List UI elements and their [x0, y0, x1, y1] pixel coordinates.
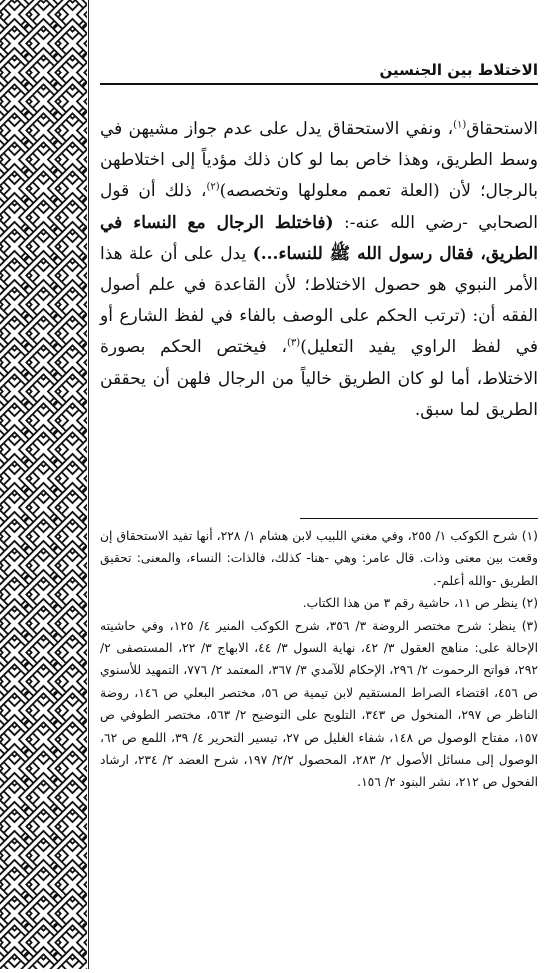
running-title: الاختلاط بين الجنسين — [100, 57, 538, 85]
footnote — [100, 525, 538, 592]
footnote-ref[interactable]: (٢) — [206, 181, 220, 193]
footnote-ref[interactable]: (١) — [453, 119, 467, 131]
footnote-separator — [300, 518, 538, 519]
footnote — [100, 592, 538, 614]
text-segment: الاستحقاق — [466, 119, 538, 139]
footnotes — [100, 525, 538, 794]
text-segment: ، ذلك أن قول الصحابي -رضي الله عنه-: — [100, 181, 538, 233]
footnote-number: (١) — [521, 529, 538, 543]
footnote-number: (٢) — [521, 596, 538, 611]
text-segment: ، فيختص الحكم بصورة الاختلاط، أما لو كان الطريق خالياً من الرجال فلهن أن يحققن الطريق لما سبق. — [100, 337, 538, 420]
footnote-ref[interactable]: (٣) — [287, 337, 301, 349]
page — [100, 0, 538, 969]
footnote-number: (٣) — [521, 618, 538, 633]
text-segment: يدل على أن علة هذا الأمر النبوي هو حصول الاختلاط؛ لأن القاعدة في علم أصول الفقه أن: (ترتب الحكم على الوصف بالفاء في لفظ الشارع أو في لفظ الراوي يفيد التعليل) — [100, 243, 538, 358]
hadith-quote: (فاختلط الرجال مع النساء في الطريق، فقال رسول الله ﷺ للنساء...) — [100, 212, 538, 264]
footnote — [100, 615, 538, 794]
footnote-text: ينظر ص ١١، حاشية رقم ٣ من هذا الكتاب. — [302, 596, 518, 611]
main-text — [100, 114, 538, 426]
footnote-text: ينظر: شرح مختصر الروضة ٣/ ٣٥٦، شرح الكوكب المنير ٤/ ١٢٥، وفي حاشيته الإحالة على: مناهج العقول ٣/ ٤٢، نهاية السول ٣/ ٤٤، الابهاج ٣/ ٢٢، المستصفى ٢/ ٢٩٢، فواتح الرحموت ٢/ ٢٩٦، الإحكام للآمدي ٣/ ٣٦٧، المعتمد ٢/ ٧٧٦، التمهيد للأسنوي ص ٤٥٦، اقتضاء الصراط المستقيم لابن تيمية ص ٥٦، مختصر البعلي ص ١٤٦، روضة الناظر ص ٢٩٧، المنخول ص ٣٤٣، التلويح على التوضيح ٢/ ٥٦٣، مختصر الطوفي ص ١٥٧، مفتاح الوصول ص ١٤٨، شفاء الغليل ص ٢٧، تيسير التحرير ٤/ ٣٩، اللمع ص ٦٢، الوصول إلى مسائل الأصول ٢/ ٢٨٣، المحصول ٢/٢/ ١٩٧، شرح العضد ٢/ ٢٣٤، ارشاد الفحول ص ٢١٢، نشر البنود ٢/ ١٥٦. — [100, 618, 539, 790]
main-paragraph — [100, 114, 538, 426]
interlace-knot-border — [0, 0, 89, 969]
footnote-text: شرح الكوكب ١/ ٢٥٥، وفي مغني اللبيب لابن هشام ١/ ٢٢٨، أنها تفيد الاستحقاق إن وقعت بين معنى وذات. قال عامر: وهي -هنا- كذلك، فالذات: النساء، والمعنى: تحقيق الطريق -والله أعلم-. — [100, 529, 538, 588]
text-segment: ، ونفي الاستحقاق يدل على عدم جواز مشيهن في وسط الطريق، وهذا خاص بما لو كان ذلك مؤدياً إلى اختلاطهن بالرجال؛ لأن (العلة تعمم معلولها وتخصصه) — [100, 119, 538, 202]
knot-pattern-icon — [0, 0, 87, 969]
